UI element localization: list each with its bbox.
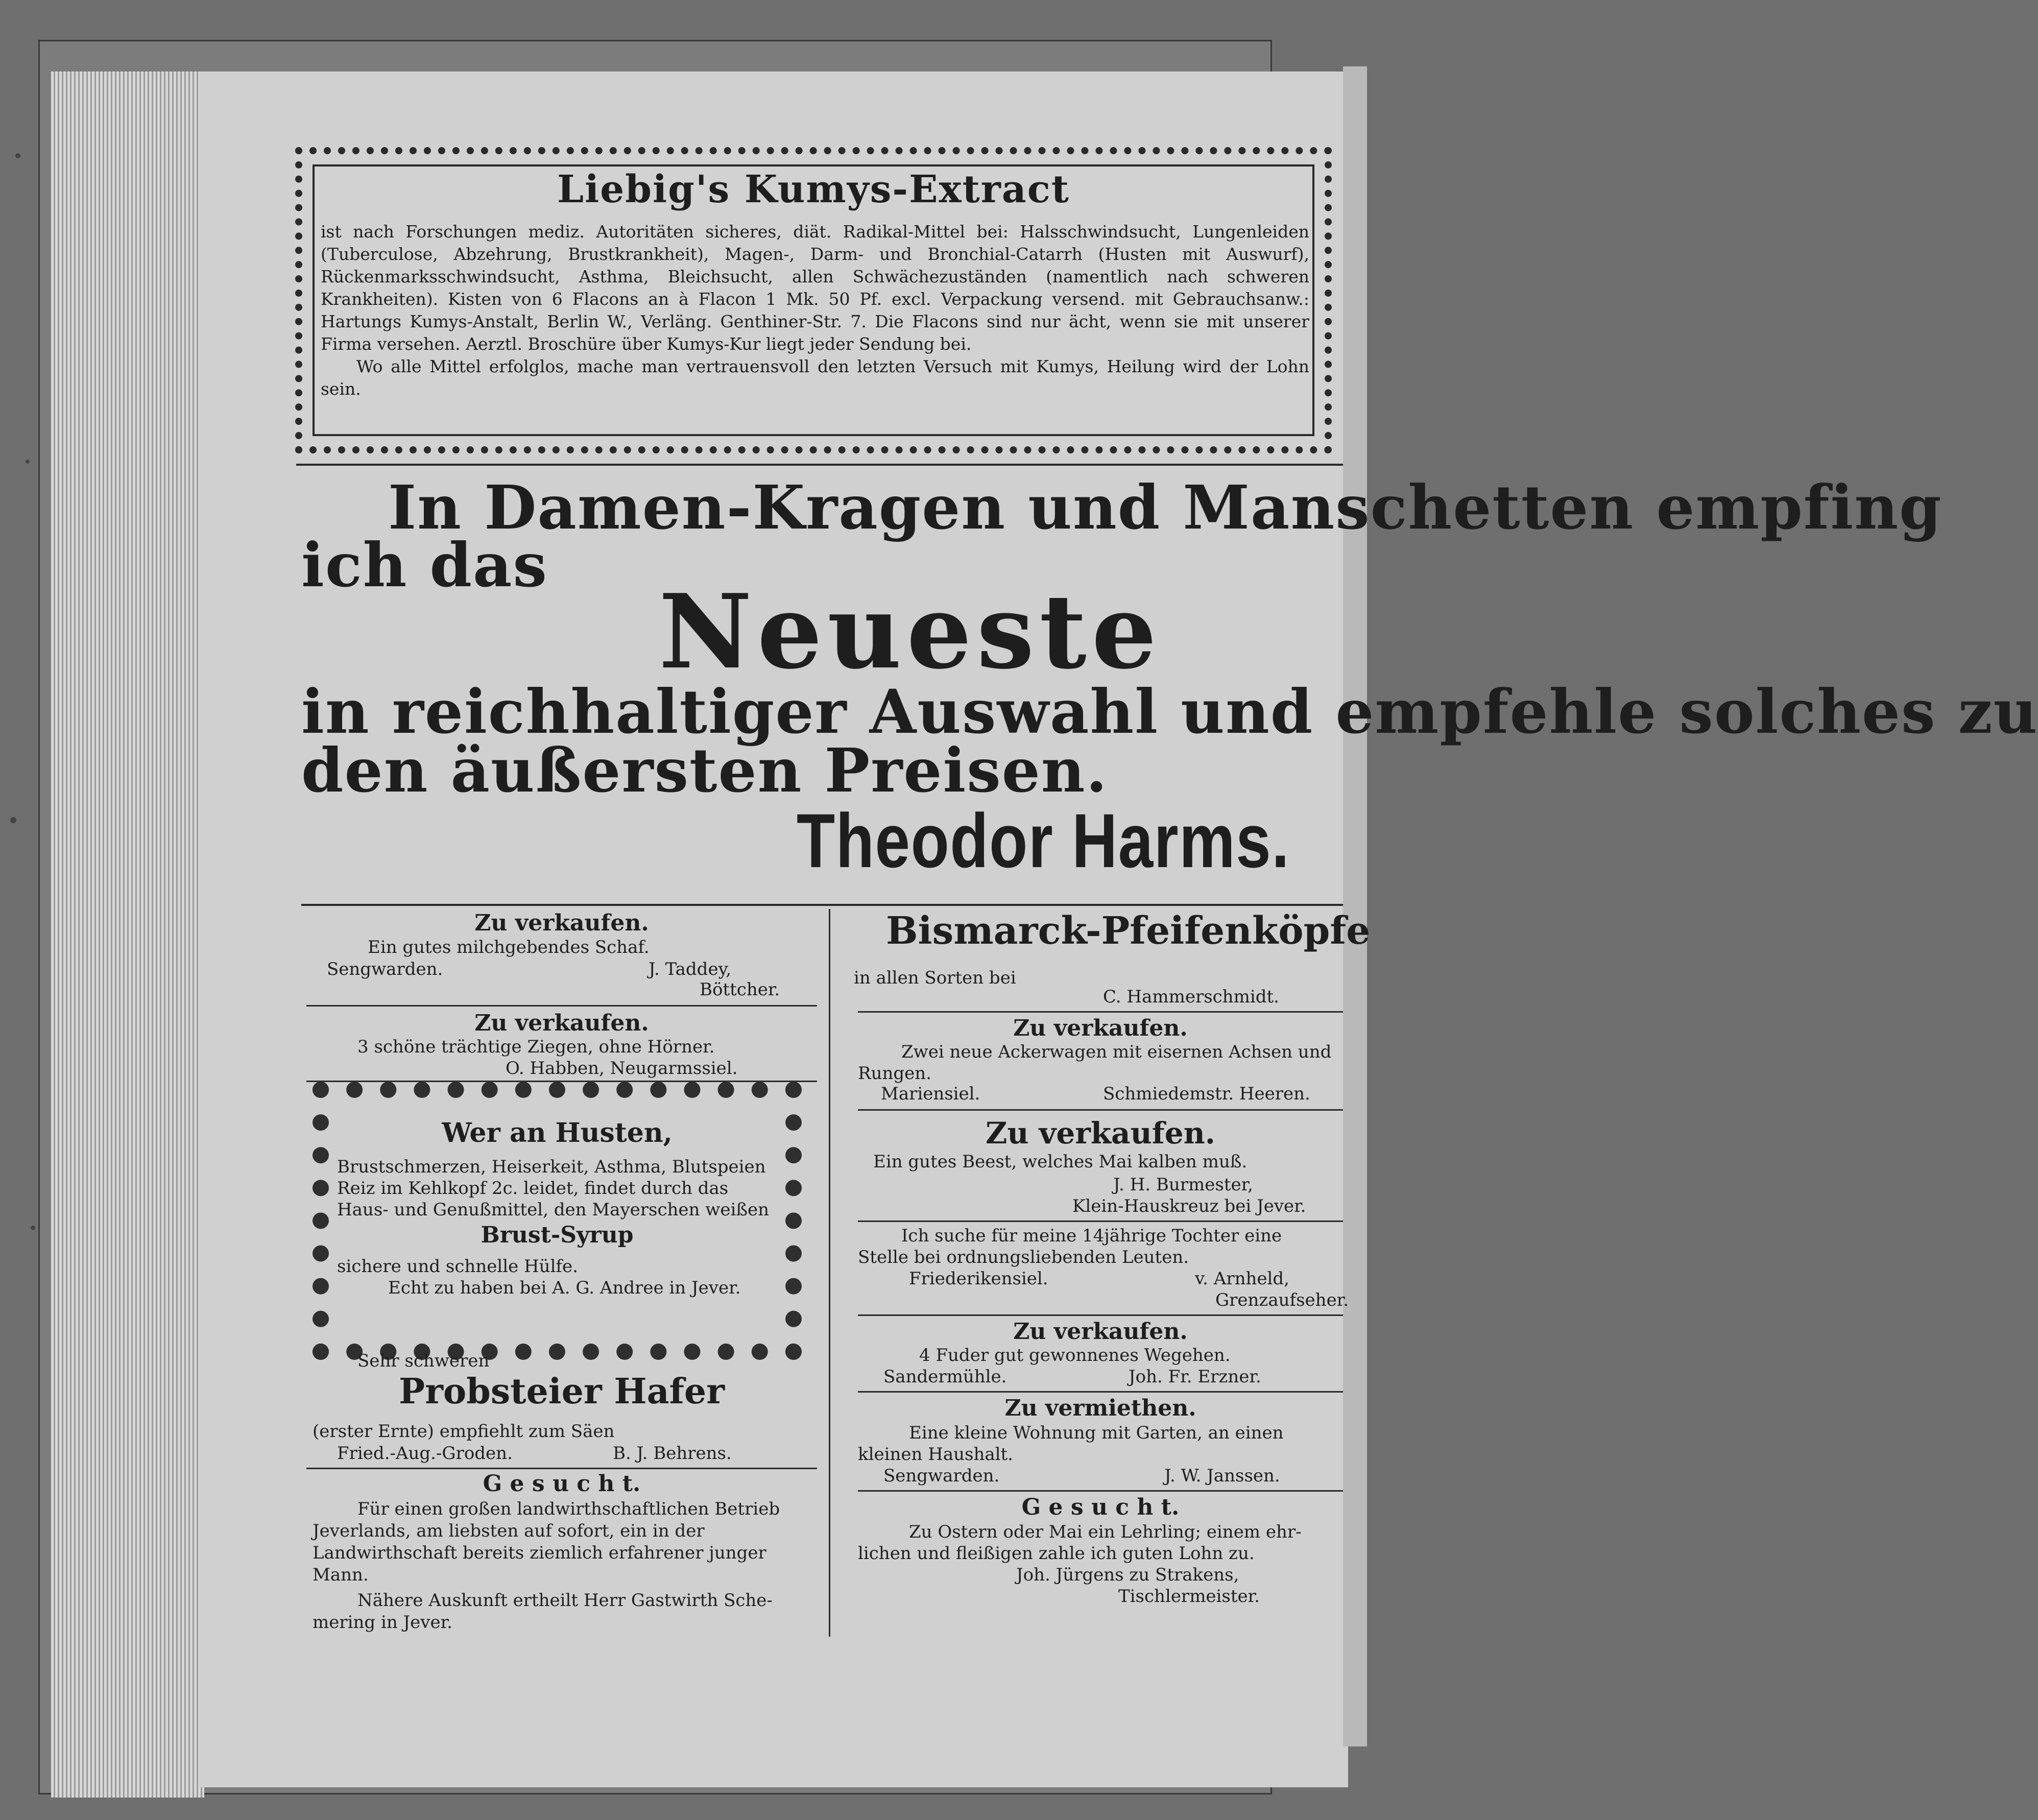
husten-ad-line-1: Brustschmerzen, Heiserkeit, Asthma, Blutspeien bbox=[337, 1157, 766, 1177]
wegehen-ad-title: Zu verkaufen. bbox=[1013, 1319, 1188, 1345]
divider bbox=[306, 1468, 817, 1469]
tochter-ad-line-2: Stelle bei ordnungsliebenden Leuten. bbox=[858, 1247, 1189, 1267]
divider bbox=[858, 1011, 1343, 1013]
schaf-ad-text: Ein gutes milchgebendes Schaf. bbox=[368, 937, 650, 957]
wohnung-ad-line-1: Eine kleine Wohnung mit Garten, an einen bbox=[909, 1423, 1284, 1443]
ziegen-ad-name: O. Habben, Neugarmssiel. bbox=[506, 1058, 738, 1079]
paper-speck bbox=[10, 817, 16, 823]
column-rule bbox=[829, 909, 830, 1637]
gesucht-ad-line-2: Jeverlands, am liebsten auf sofort, ein in der bbox=[313, 1521, 705, 1541]
gesucht-ad-title: G e s u c h t. bbox=[483, 1471, 641, 1497]
tochter-ad-name: v. Arnheld, bbox=[1195, 1268, 1289, 1289]
divider bbox=[858, 1391, 1343, 1393]
divider bbox=[858, 1314, 1343, 1316]
gesucht-ad-line-3: Landwirthschaft bereits ziemlich erfahrener junger bbox=[313, 1543, 766, 1563]
beest-ad-addr: Klein-Hauskreuz bei Jever. bbox=[1072, 1196, 1306, 1216]
hafer-ad-name: B. J. Behrens. bbox=[613, 1443, 732, 1464]
ackerwagen-ad-name: Schmiedemstr. Heeren. bbox=[1103, 1084, 1310, 1104]
liebig-ad-title: Liebig's Kumys-Extract bbox=[557, 167, 1070, 211]
wohnung-ad-title: Zu vermiethen. bbox=[1004, 1395, 1196, 1421]
facing-page-edge bbox=[1343, 66, 1367, 1746]
liebig-ad-text: ist nach Forschungen mediz. Autoritäten sicheres, diät. Radikal-Mittel bei: Halsschwindsucht, Lungenleiden (Tuberculose, Abzehrung, Brustkrankheit), Magen-, Darm- und Bronchial-Catarrh (Husten mit Auswurf), Rückenmarksschwindsucht, Asthma, Bleichsucht, allen Schwächezuständen (namentlich nach schweren Krankheiten). Kisten von 6 Flacons an à Flacon 1 Mk. 50 Pf. excl. Verpackung versend. mit Gebrauchsanw.: Hartungs Kumys-Anstalt, Berlin W., Verläng. Genthiner-Str. 7. Die Flacons sind nur ächt, wenn sie mit unserer Firma versehen. Aerztl. Broschüre über Kumys-Kur liegt jeder Sendung bei. bbox=[321, 222, 1309, 354]
divider bbox=[306, 1005, 817, 1007]
gesucht-ad-line-5: Nähere Auskunft ertheilt Herr Gastwirth Sche- bbox=[357, 1590, 773, 1611]
divider bbox=[858, 1109, 1343, 1111]
beest-ad-title: Zu verkaufen. bbox=[985, 1116, 1215, 1151]
divider bbox=[858, 1490, 1343, 1492]
harms-ad-line-4: den äußersten Preisen. bbox=[301, 735, 1108, 806]
husten-ad-title: Wer an Husten, bbox=[442, 1117, 673, 1148]
divider bbox=[858, 1220, 1343, 1222]
gesucht-ad-line-1: Für einen großen landwirthschaftlichen Betrieb bbox=[357, 1499, 780, 1519]
wegehen-ad-name: Joh. Fr. Erzner. bbox=[1129, 1367, 1261, 1387]
lehrling-ad-title: G e s u c h t. bbox=[1021, 1494, 1180, 1520]
ackerwagen-ad-line-2: Rungen. bbox=[858, 1063, 931, 1084]
ackerwagen-ad-line-1: Zwei neue Ackerwagen mit eisernen Achsen und bbox=[901, 1042, 1332, 1062]
husten-ad-line-5: Echt zu haben bei A. G. Andree in Jever. bbox=[388, 1278, 741, 1298]
page-stack-edge bbox=[51, 71, 204, 1798]
wegehen-ad-text: 4 Fuder gut gewonnenes Wegehen. bbox=[919, 1345, 1231, 1366]
wegehen-ad-place: Sandermühle. bbox=[883, 1367, 1007, 1387]
beest-ad-text: Ein gutes Beest, welches Mai kalben muß. bbox=[873, 1152, 1248, 1172]
wohnung-ad-line-2: kleinen Haushalt. bbox=[858, 1444, 1013, 1465]
paper-speck bbox=[31, 1226, 35, 1230]
ackerwagen-ad-title: Zu verkaufen. bbox=[1013, 1015, 1188, 1041]
bismarck-ad-name: C. Hammerschmidt. bbox=[1103, 987, 1279, 1007]
hafer-ad-title: Probsteier Hafer bbox=[398, 1371, 725, 1412]
harms-ad-signature: Theodor Harms. bbox=[797, 798, 1290, 883]
schaf-ad-place: Sengwarden. bbox=[327, 959, 443, 979]
hafer-ad-text: (erster Ernte) empfiehlt zum Säen bbox=[313, 1421, 615, 1442]
harms-ad-headline: Neueste bbox=[659, 572, 1162, 692]
paper-speck bbox=[15, 153, 20, 158]
husten-ad-line-4: sichere und schnelle Hülfe. bbox=[337, 1256, 578, 1277]
hafer-ad-place: Fried.-Aug.-Groden. bbox=[337, 1443, 513, 1464]
lehrling-ad-name: Joh. Jürgens zu Strakens, bbox=[1016, 1565, 1239, 1585]
liebig-ad-box bbox=[295, 147, 1332, 453]
husten-ad-line-3: Haus- und Genußmittel, den Mayerschen weißen bbox=[337, 1200, 770, 1220]
wohnung-ad-place: Sengwarden. bbox=[883, 1466, 1000, 1486]
liebig-ad-body bbox=[321, 221, 1309, 400]
husten-ad-product: Brust-Syrup bbox=[481, 1222, 634, 1248]
husten-ad-line-2: Reiz im Kehlkopf 2c. leidet, findet durch das bbox=[337, 1178, 729, 1199]
ziegen-ad-title: Zu verkaufen. bbox=[474, 1010, 649, 1036]
bismarck-ad-title: Bismarck-Pfeifenköpfe bbox=[886, 909, 1371, 953]
beest-ad-name: J. H. Burmester, bbox=[1113, 1175, 1253, 1195]
tochter-ad-line-1: Ich suche für meine 14jährige Tochter eine bbox=[901, 1226, 1282, 1246]
schaf-ad-trade: Böttcher. bbox=[700, 979, 780, 1000]
tochter-ad-trade: Grenzaufseher. bbox=[1215, 1290, 1349, 1310]
schaf-ad-name: J. Taddey, bbox=[649, 959, 732, 979]
bismarck-ad-text: in allen Sorten bei bbox=[854, 968, 1016, 988]
lehrling-ad-line-2: lichen und fleißigen zahle ich guten Lohn zu. bbox=[858, 1543, 1255, 1564]
lehrling-ad-trade: Tischlermeister. bbox=[1118, 1586, 1260, 1607]
harms-ad-line-1: In Damen-Kragen und Manschetten empfing bbox=[388, 472, 1943, 543]
divider bbox=[296, 464, 1343, 466]
ziegen-ad-text: 3 schöne trächtige Ziegen, ohne Hörner. bbox=[357, 1037, 715, 1057]
harms-ad-line-2: ich das bbox=[301, 530, 548, 601]
gesucht-ad-line-4: Mann. bbox=[313, 1565, 369, 1585]
divider bbox=[301, 904, 1343, 906]
tochter-ad-place: Friederikensiel. bbox=[909, 1268, 1048, 1289]
schaf-ad-title: Zu verkaufen. bbox=[474, 910, 649, 936]
wohnung-ad-name: J. W. Janssen. bbox=[1164, 1466, 1280, 1486]
hafer-ad-pre: Sehr schweren bbox=[357, 1351, 490, 1371]
ackerwagen-ad-place: Mariensiel. bbox=[881, 1084, 980, 1104]
paper-speck bbox=[26, 460, 30, 464]
liebig-ad-text-2: Wo alle Mittel erfolglos, mache man vertrauensvoll den letzten Versuch mit Kumys, Heilung wird der Lohn sein. bbox=[321, 356, 1309, 399]
harms-ad-line-3: in reichhaltiger Auswahl und empfehle solches zu bbox=[301, 676, 2038, 747]
gesucht-ad-line-6: mering in Jever. bbox=[313, 1612, 452, 1633]
lehrling-ad-line-1: Zu Ostern oder Mai ein Lehrling; einem ehr- bbox=[909, 1522, 1302, 1542]
